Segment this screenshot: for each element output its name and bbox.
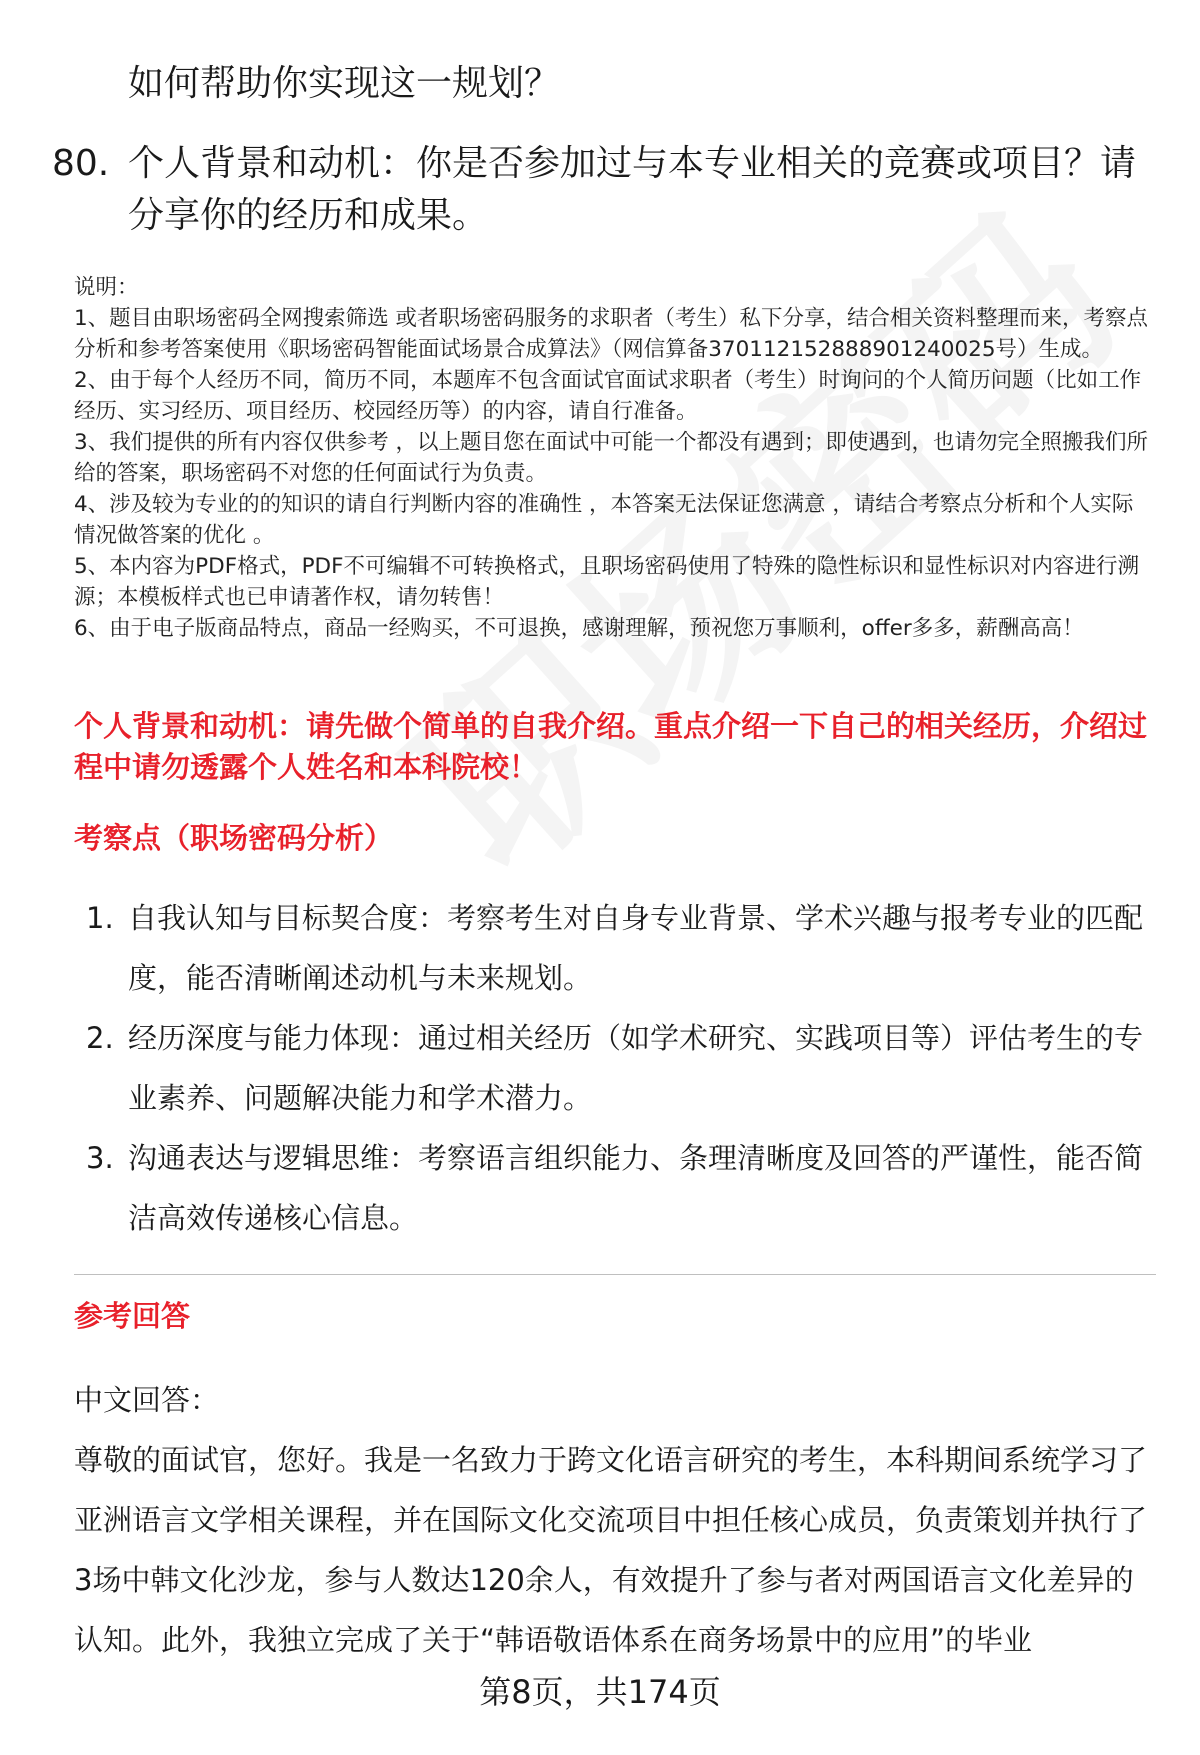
point-text: 沟通表达与逻辑思维：考察语言组织能力、条理清晰度及回答的严谨性，能否简洁高效传递核心信息。 [128,1141,1144,1235]
note-item: 4、涉及较为专业的的知识的请自行判断内容的准确性 ，本答案无法保证您满意 ，请结合考察点分析和个人实际情况做答案的优化 。 [74,492,1134,548]
note-item: 6、由于电子版商品特点，商品一经购买，不可退换，感谢理解，预祝您万事顺利，offer多多，薪酬高高！ [74,616,1084,641]
note-item: 1、题目由职场密码全网搜索筛选 或者职场密码服务的求职者（考生）私下分享，结合相关资料整理而来，考察点分析和参考答案使用《职场密码智能面试场景合成算法》（网信算备370112152888901240025号）生成。 [74,306,1149,362]
reference-answer [74,1370,1156,1670]
analysis-points [74,888,1154,1248]
point-text: 经历深度与能力体现：通过相关经历（如学术研究、实践项目等）评估考生的专业素养、问题解决能力和学术潜力。 [128,1021,1144,1115]
featured-question: 个人背景和动机：请先做个简单的自我介绍。重点介绍一下自己的相关经历，介绍过程中请勿透露个人姓名和本科院校！ [74,709,1148,784]
question-number: 80. [52,143,110,184]
point-number: 3. [86,1141,114,1175]
point-text: 自我认知与目标契合度：考察考生对自身专业背景、学术兴趣与报考专业的匹配度，能否清晰阐述动机与未来规划。 [128,901,1144,995]
analysis-title: 考察点（职场密码分析） [74,821,394,855]
note-item: 5、本内容为PDF格式，PDF不可编辑不可转换格式，且职场密码使用了特殊的隐性标识和显性标识对内容进行溯源；本模板样式也已申请著作权，请勿转售！ [74,554,1139,610]
page-footer: 第8页，共174页 [479,1673,721,1711]
answer-label: 中文回答： [74,1383,220,1417]
section-divider [74,1274,1156,1275]
analysis-point [74,1128,1154,1248]
question-80 [52,138,1142,242]
notes-heading: 说明： [74,275,139,300]
analysis-point [74,888,1154,1008]
reference-title: 参考回答 [74,1299,191,1333]
notes-section [74,272,1154,644]
note-item: 2、由于每个人经历不同，简历不同，本题库不包含面试官面试求职者（考生）时询问的个人简历问题（比如工作经历、实习经历、项目经历、校园经历等）的内容，请自行准备。 [74,368,1142,424]
point-number: 1. [86,901,114,935]
point-number: 2. [86,1021,114,1055]
answer-body: 尊敬的面试官，您好。我是一名致力于跨文化语言研究的考生，本科期间系统学习了亚洲语言文学相关课程，并在国际文化交流项目中担任核心成员，负责策划并执行了3场中韩文化沙龙，参与人数达120余人，有效提升了参与者对两国语言文化差异的认知。此外，我独立完成了关于“韩语敬语体系在商务场景中的应用”的毕业 [74,1443,1148,1657]
note-item: 3、我们提供的所有内容仅供参考 ，以上题目您在面试中可能一个都没有遇到；即使遇到，也请勿完全照搬我们所给的答案，职场密码不对您的任何面试行为负责。 [74,430,1149,486]
question-continuation: 如何帮助你实现这一规划？ [128,63,561,104]
question-text: 个人背景和动机：你是否参加过与本专业相关的竞赛或项目？请分享你的经历和成果。 [128,143,1137,236]
analysis-point [74,1008,1154,1128]
